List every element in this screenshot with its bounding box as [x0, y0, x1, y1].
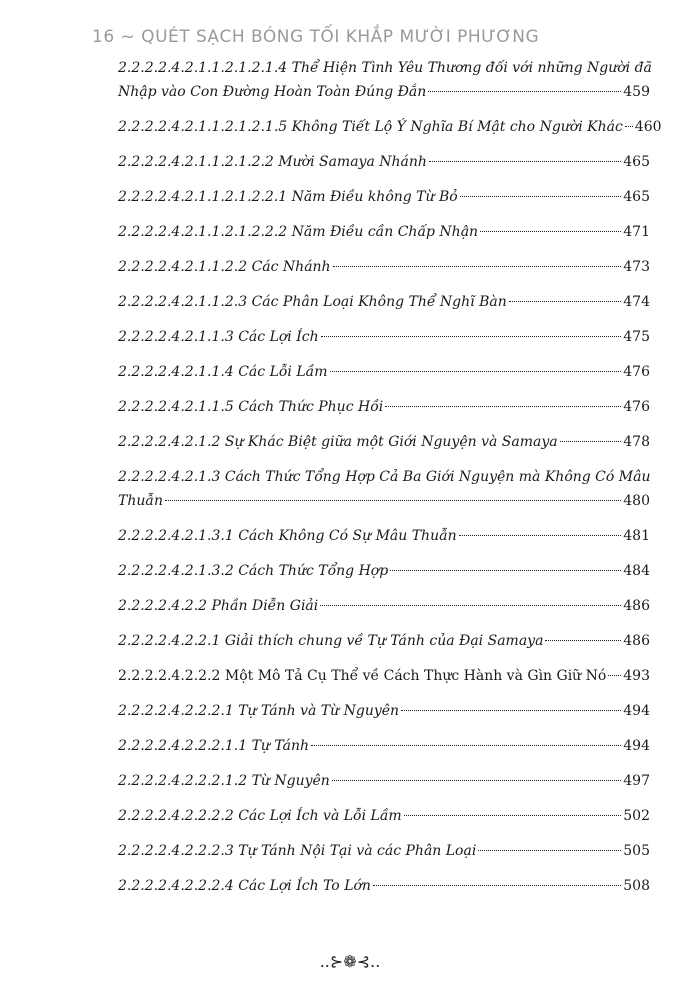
toc-entry-title: 2.2.2.2.4.2.1.1.4 Các Lỗi Lầm — [118, 364, 328, 380]
toc-page-number: 478 — [623, 434, 650, 450]
toc-entry-title: 2.2.2.2.4.2.1.2 Sự Khác Biệt giữa một Giới Nguyện và Samaya — [118, 434, 558, 450]
toc-page-number: 502 — [623, 808, 650, 824]
footer-ornament: ..⊱❁⊰.. — [319, 952, 381, 971]
toc-entry-title: 2.2.2.2.4.2.1.1.2.1.2.2.1 Năm Điều không Từ Bỏ — [118, 189, 458, 205]
toc-entry-title: 2.2.2.2.4.2.2.2.4 Các Lợi Ích To Lớn — [118, 878, 371, 894]
toc-entry — [118, 839, 650, 863]
toc-entry — [118, 874, 650, 898]
toc-page-number: 493 — [623, 668, 650, 684]
toc-entry-title: 2.2.2.2.4.2.2.2.3 Tự Tánh Nội Tại và các Phân Loại — [118, 843, 477, 859]
toc-entry-title: 2.2.2.2.4.2.2.2.1.1 Tự Tánh — [118, 738, 310, 754]
dot-leader — [428, 91, 621, 92]
dot-leader — [545, 640, 621, 641]
dot-leader — [404, 815, 622, 816]
toc-entry-title: 2.2.2.2.4.2.1.1.2.1.2.2.2 Năm Điều cần Chấp Nhận — [118, 224, 479, 240]
toc-page-number: 476 — [623, 399, 650, 415]
toc-entry-title: 2.2.2.2.4.2.2.2.2 Các Lợi Ích và Lỗi Lầm — [118, 808, 402, 824]
toc-page-number: 474 — [623, 294, 650, 310]
toc-entry-title: 2.2.2.2.4.2.2.2 Một Mô Tả Cụ Thể về Cách Thực Hành và Gìn Giữ Nó — [118, 668, 607, 684]
toc-entry — [118, 664, 650, 688]
dot-leader — [390, 570, 621, 571]
toc-entry — [118, 115, 662, 139]
toc-entry — [118, 290, 650, 314]
toc-entry — [118, 524, 650, 548]
toc-entry-title-line: 2.2.2.2.4.2.1.3 Cách Thức Tổng Hợp Cả Ba Giới Nguyện mà Không Có Mâu — [118, 469, 651, 485]
dot-leader — [165, 500, 621, 501]
toc-page-number: 484 — [623, 563, 650, 579]
dot-leader — [459, 535, 622, 536]
toc-entry — [118, 594, 650, 618]
toc-page-number: 497 — [623, 773, 650, 789]
toc-page-number: 486 — [623, 633, 650, 649]
running-header: 16 ~ QUÉT SẠCH BÓNG TỐI KHẮP MƯỜI PHƯƠNG — [92, 27, 540, 47]
toc-entry — [118, 465, 650, 513]
dot-leader — [608, 675, 621, 676]
dot-leader — [460, 196, 622, 197]
toc-page-number: 486 — [623, 598, 650, 614]
dot-leader — [480, 231, 621, 232]
toc-page-number: 505 — [623, 843, 650, 859]
toc-entry — [118, 220, 650, 244]
toc-entry-title: 2.2.2.2.4.2.1.1.2.1.2.1.5 Không Tiết Lộ Ý Nghĩa Bí Mật cho Người Khác — [118, 119, 623, 135]
toc-entry — [118, 255, 650, 279]
dot-leader — [385, 406, 621, 407]
toc-entry-title: Thuẫn — [118, 493, 163, 509]
toc-entry — [118, 185, 650, 209]
dot-leader — [320, 605, 621, 606]
toc-page-number: 508 — [623, 878, 650, 894]
toc-entry — [118, 734, 650, 758]
dot-leader — [333, 266, 622, 267]
toc-entry-title: 2.2.2.2.4.2.2 Phần Diễn Giải — [118, 598, 319, 614]
toc-entry-title: 2.2.2.2.4.2.1.1.5 Cách Thức Phục Hồi — [118, 399, 384, 415]
dot-leader — [478, 850, 621, 851]
toc-entry — [118, 360, 650, 384]
toc-entry-title: 2.2.2.2.4.2.1.1.3 Các Lợi Ích — [118, 329, 319, 345]
dot-leader — [332, 780, 621, 781]
dot-leader — [311, 745, 621, 746]
toc-entry-title: Nhập vào Con Đường Hoàn Toàn Đúng Đắn — [118, 84, 427, 100]
toc-page-number: 480 — [623, 493, 650, 509]
toc-page-number: 459 — [623, 84, 650, 100]
toc-page-number: 465 — [623, 154, 650, 170]
toc-page-number: 494 — [623, 703, 650, 719]
dot-leader — [321, 336, 622, 337]
toc-page-number: 476 — [623, 364, 650, 380]
toc-entry — [118, 395, 650, 419]
toc-entry-title-line: 2.2.2.2.4.2.1.1.2.1.2.1.4 Thể Hiện Tình Yêu Thương đối với những Người đã — [118, 60, 652, 76]
toc-page-number: 473 — [623, 259, 650, 275]
toc-page-number: 465 — [623, 189, 650, 205]
dot-leader — [625, 126, 633, 127]
toc-entry — [118, 56, 650, 104]
toc-entry-title: 2.2.2.2.4.2.2.2.1.2 Từ Nguyên — [118, 773, 330, 789]
table-of-contents — [118, 56, 662, 909]
dot-leader — [509, 301, 622, 302]
toc-page-number: 475 — [623, 329, 650, 345]
dot-leader — [330, 371, 622, 372]
toc-entry — [118, 150, 650, 174]
toc-page-number: 494 — [623, 738, 650, 754]
toc-entry — [118, 804, 650, 828]
dot-leader — [373, 885, 621, 886]
toc-entry — [118, 769, 650, 793]
toc-entry-title: 2.2.2.2.4.2.1.1.2.3 Các Phân Loại Không Thể Nghĩ Bàn — [118, 294, 507, 310]
toc-page-number: 471 — [623, 224, 650, 240]
toc-page-number: 460 — [634, 119, 662, 135]
toc-entry — [118, 699, 650, 723]
toc-entry — [118, 629, 650, 653]
toc-entry-title: 2.2.2.2.4.2.2.2.1 Tự Tánh và Từ Nguyên — [118, 703, 400, 719]
toc-page-number: 481 — [623, 528, 650, 544]
toc-entry-title: 2.2.2.2.4.2.1.1.2.1.2.2 Mười Samaya Nhánh — [118, 154, 427, 170]
toc-entry — [118, 559, 650, 583]
toc-entry — [118, 430, 650, 454]
dot-leader — [429, 161, 621, 162]
toc-entry-title: 2.2.2.2.4.2.2.1 Giải thích chung về Tự Tánh của Đại Samaya — [118, 633, 544, 649]
toc-entry-title: 2.2.2.2.4.2.1.1.2.2 Các Nhánh — [118, 259, 331, 275]
toc-entry-title: 2.2.2.2.4.2.1.3.1 Cách Không Có Sự Mâu Thuẫn — [118, 528, 457, 544]
toc-entry-title: 2.2.2.2.4.2.1.3.2 Cách Thức Tổng Hợp — [118, 563, 389, 579]
toc-entry — [118, 325, 650, 349]
dot-leader — [560, 441, 622, 442]
dot-leader — [401, 710, 621, 711]
